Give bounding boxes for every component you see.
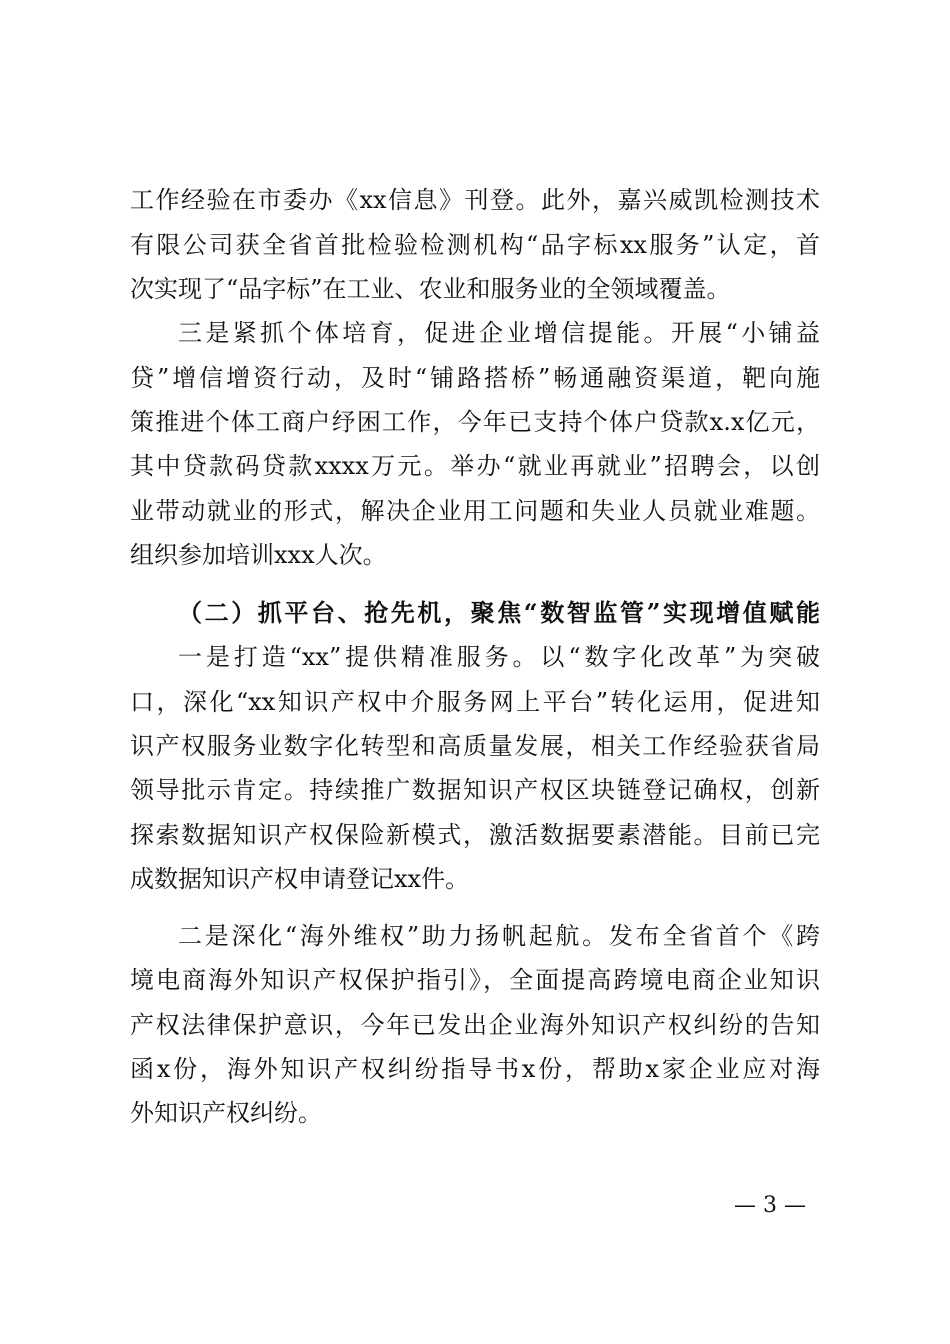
paragraph-line: 有限公司获全省首批检验检测机构“品字标xx服务”认定，首	[130, 231, 820, 259]
paragraph-line: 三是紧抓个体培育，促进企业增信提能。开展“小铺益	[178, 319, 820, 347]
paragraph-line: 函x份，海外知识产权纠纷指导书x份，帮助x家企业应对海	[130, 1055, 820, 1083]
paragraph-line: 其中贷款码贷款xxxx万元。举办“就业再就业”招聘会，以创	[130, 452, 820, 480]
paragraph-line: 一是打造“xx”提供精准服务。以“数字化改革”为突破	[178, 643, 820, 671]
paragraph-line: 组织参加培训xxx人次。	[130, 541, 387, 569]
paragraph-line: 次实现了“品字标”在工业、农业和服务业的全领域覆盖。	[130, 275, 731, 303]
paragraph-line: 外知识产权纠纷。	[130, 1099, 322, 1127]
paragraph-line: 识产权服务业数字化转型和高质量发展，相关工作经验获省局	[130, 732, 820, 760]
paragraph-line: 二是深化“海外维权”助力扬帆起航。发布全省首个《跨	[178, 922, 820, 950]
paragraph-line: 贷”增信增资行动，及时“铺路搭桥”畅通融资渠道，靶向施	[130, 364, 820, 392]
page-number: — 3 —	[734, 1193, 806, 1218]
paragraph-line: 策推进个体工商户纾困工作，今年已支持个体户贷款x.x亿元，	[130, 408, 820, 436]
paragraph-line: 领导批示肯定。持续推广数据知识产权区块链登记确权，创新	[130, 776, 820, 804]
paragraph-line: 探索数据知识产权保险新模式，激活数据要素潜能。目前已完	[130, 821, 820, 849]
paragraph-line: 工作经验在市委办《xx信息》刊登。此外，嘉兴威凯检测技术	[130, 186, 820, 214]
paragraph-line: 业带动就业的形式，解决企业用工问题和失业人员就业难题。	[130, 497, 820, 525]
paragraph-line: 口，深化“xx知识产权中介服务网上平台”转化运用，促进知	[130, 688, 820, 716]
paragraph-line: 境电商海外知识产权保护指引》，全面提高跨境电商企业知识	[130, 966, 820, 994]
section-heading: （二）抓平台、抢先机，聚焦“数智监管”实现增值赋能	[178, 598, 820, 627]
paragraph-line: 产权法律保护意识，今年已发出企业海外知识产权纠纷的告知	[130, 1011, 820, 1039]
paragraph-line: 成数据知识产权申请登记xx件。	[130, 865, 470, 893]
